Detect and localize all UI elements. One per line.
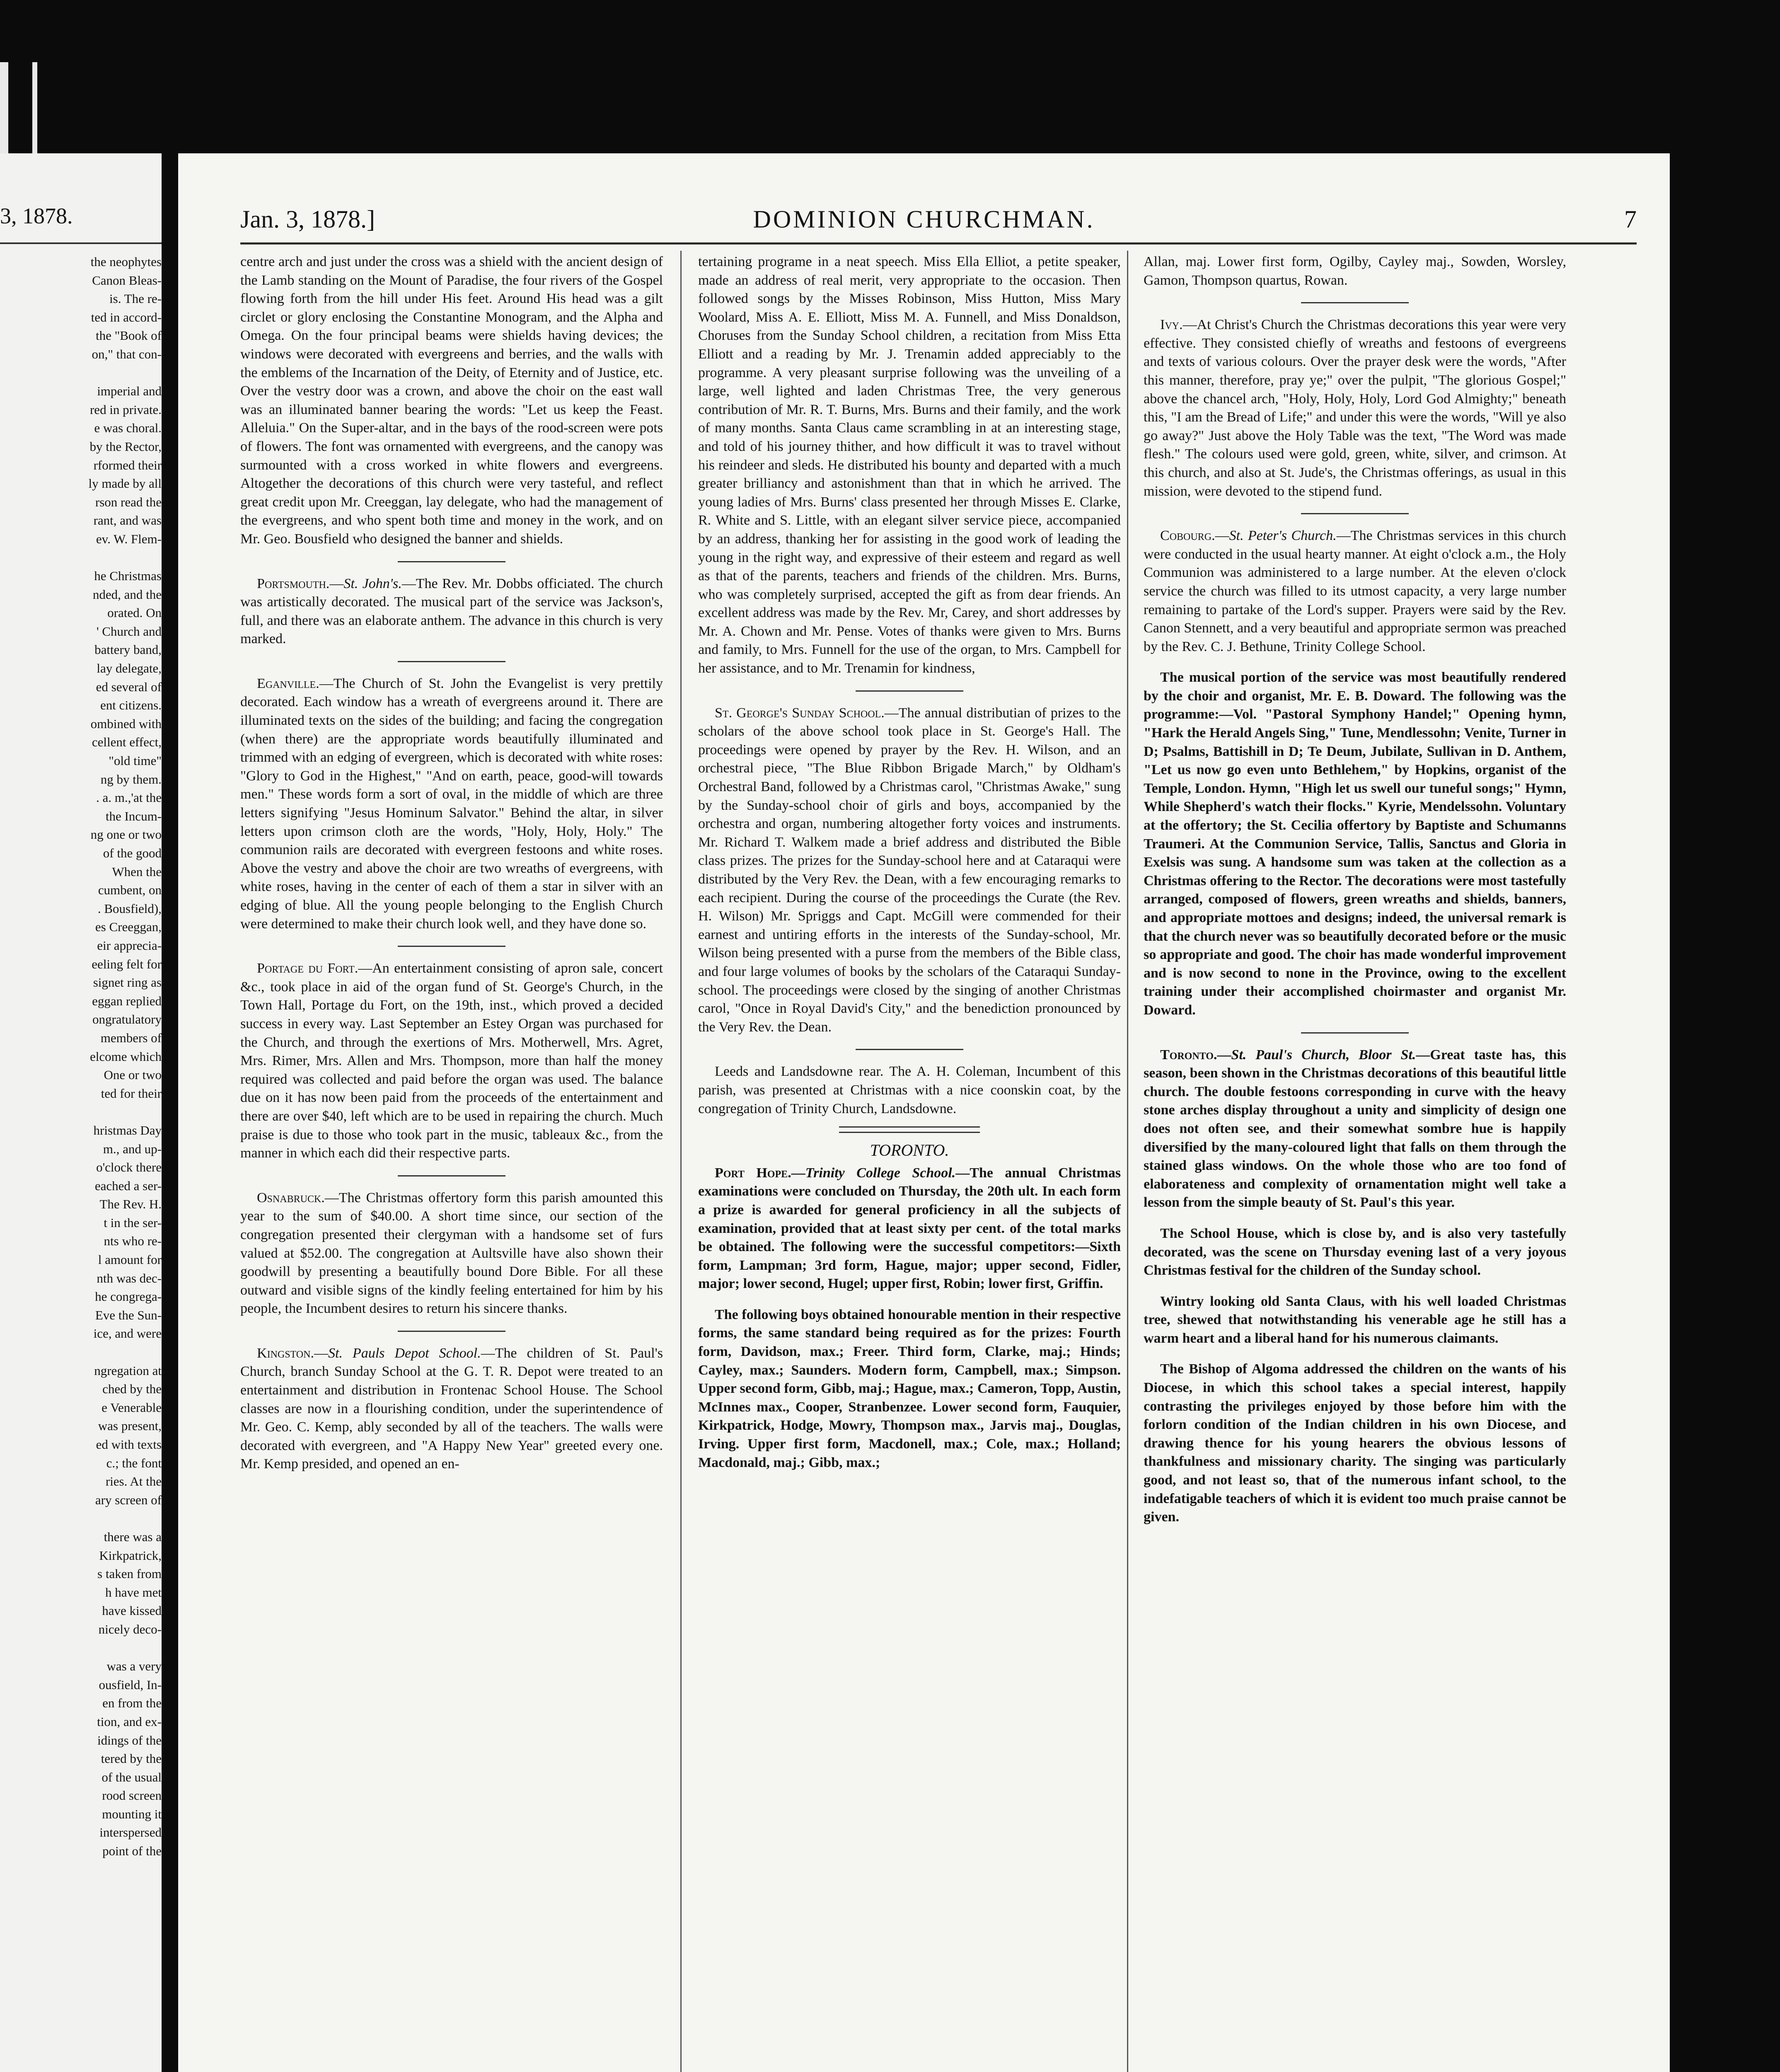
article-paragraph: The Bishop of Algoma addressed the children on the wants of his Diocese, in which this school takes a special interest, happily contrasting the privileges enjoyed by those before him with the forlorn condition of the Indian children in his own Diocese, and drawing thence for his young hearers the obvious lessons of thankfulness and missionary charity. The singing was particularly good, and not least so, that of the numerous infant school, to the indefatigable teachers of which it is evident too much praise cannot be given. bbox=[1144, 1361, 1566, 1525]
place-name: Eganville. bbox=[257, 675, 319, 691]
church-name: St. Paul's Church, Bloor St. bbox=[1231, 1047, 1416, 1063]
running-head bbox=[178, 205, 1670, 238]
article-paragraph: The following boys obtained honourable mention in their respective forms, the same standard being required as for the prizes: Fourth form, Davidson, max.; Freer. Third form, Clarke, maj.; Hinds; Cayley, max.; Saunders. Modern form, Campbell, max.; Simpson. Upper second form, Gibb, maj.; Hague, max.; Cameron, Topp, Austin, McInnes max., Cooper, Stranbenzee. Lower second form, Fauquier, Kirkpatrick, Hodge, Mowry, Thompson max., Jarvis maj., Douglas, Irving. Upper first form, Macdonell, max.; Cole, max.; Holland; Macdonald, maj.; Gibb, max.; bbox=[698, 1307, 1121, 1470]
previous-page-fragment bbox=[0, 153, 162, 2072]
place-name: Port Hope. bbox=[715, 1165, 791, 1181]
column-1 bbox=[240, 253, 663, 2072]
article-text: —The Church of St. John the Evangelist is very prettily decorated. Each window has a wreath of evergreens around it. There are illuminated texts on the sides of the building; and facing the congregation (when there) are the appropriate words beautifully illuminated and trimmed with an edging of evergreen, which is decorated with white roses: "Glory to God in the Highest," "And on earth, peace, good-will towards men." These words form a sort of oval, in the middle of which are three letters signifying "Jesus Hominum Salvator." Behind the altar, in silver letters upon crimson cloth are the words, "Holy, Holy, Holy." The communion rails are decorated with evergreen festoons and white roses. Above the vestry and above the choir are two wreaths of evergreens, with white roses, having in the center of each of them a star in silver with an edging of blue. All the young people belonging to the English Church were determined to make their church look well, and they have done so. bbox=[240, 675, 663, 932]
previous-page-rule bbox=[0, 242, 162, 244]
article-divider bbox=[1301, 513, 1409, 514]
section-rule bbox=[839, 1126, 980, 1133]
newspaper-page bbox=[178, 153, 1670, 2072]
article-divider bbox=[1301, 1032, 1409, 1034]
article-text: —Great taste has, this season, been shown in the Christmas decorations of this beautiful little church. The double festoons corresponding in curve with the heavy stone arches display throughout a unity and simplicity of design one does not often see, and their somewhat sombre hue is happily diversified by the many-coloured light that falls on them through the stained glass windows. On the whole those who are too fond of elaborateness and complexity of ornamentation might well take a lesson from the simple beauty of St. Paul's this year. bbox=[1144, 1047, 1566, 1210]
article-paragraph bbox=[1144, 316, 1566, 501]
place-name: Osnabruck. bbox=[257, 1190, 325, 1205]
article-divider bbox=[1301, 302, 1409, 303]
article-paragraph bbox=[240, 675, 663, 933]
article-paragraph: Leeds and Landsdowne rear. The A. H. Coleman, Incumbent of this parish, was presented at Christmas with a nice coonskin coat, by the congregation of Trinity Church, Landsdowne. bbox=[698, 1064, 1121, 1116]
previous-page-text: the neophytes Canon Bleas- is. The re- ted in accord- the "Book of on," that con- imperial and red in private. e was choral. by the Rector, rformed their ly made by all rson read the rant, and was ev. W. Flem- he Christmas nded, and the orated. On ' Church and battery band, lay delegate, ed several of ent citizens. ombined with cellent effect, "old time" ng by them. . a. m.,'at the the Incum- ng one or two of the good When the cumbent, on . Bousfield), es Creeggan, eir apprecia- eeling felt for signet ring as eggan replied ongratulatory members of elcome which One or two ted for their hristmas Day m., and up- o'clock there eached a ser- The Rev. H. t in the ser- nts who re- l amount for nth was dec- he congrega- Eve the Sun- ice, and were ngregation at ched by the e Venerable was present, ed with texts c.; the font ries. At the ary screen of there was a Kirkpatrick, s taken from h have met have kissed nicely deco- was a very ousfield, In- en from the tion, and ex- idings of the tered by the of the usual rood screen mounting it interspersed point of the bbox=[88, 254, 162, 1859]
church-name: Trinity College School. bbox=[805, 1165, 956, 1181]
place-name: Kingston. bbox=[257, 1345, 314, 1361]
article-text: —At Christ's Church the Christmas decorations this year were very effective. They consisted chiefly of wreaths and festoons of evergreens and texts of various colours. Over the prayer desk were the words, "After this manner, therefore, pray ye;" over the pulpit, "The glorious Gospel;" above the chancel arch, "Holy, Holy, Holy, Lord God Almighty;" beneath this, "I am the Bread of Life;" and under this were the words, "Will ye also go away?" Just above the Holy Table was the text, "The Word was made flesh." The colours used were gold, green, white, silver, and crimson. At this church, and also at St. Jude's, the Christmas offerings, as usual in this mission, were devoted to the stipend fund. bbox=[1144, 317, 1566, 499]
article-paragraph: Cobourg.—St. Peter's Church.—The Christmas services in this church were conducted in the usual hearty manner. At eight o'clock a.m., the Holy Communion was administered to a large number. At the eleven o'clock service the church was filled to its utmost capacity, a very large number remaining to partake of the Lord's supper. Prayers were said by the Rev. Canon Stennett, and a very beautiful and appropriate sermon was preached by the Rev. C. J. Bethune, Trinity College School. bbox=[1144, 528, 1566, 654]
article-divider bbox=[856, 1049, 963, 1050]
page-gutter bbox=[162, 153, 178, 2072]
place-name: Portage du Fort. bbox=[257, 961, 358, 976]
article-paragraph bbox=[240, 1189, 663, 1318]
section-heading: TORONTO. bbox=[870, 1141, 949, 1160]
article-divider bbox=[398, 1175, 505, 1176]
article-text: —An entertainment consisting of apron sale, concert &c., took place in aid of the organ fund of St. George's Church, in the Town Hall, Portage du Fort, on the 19th, inst., which proved a decided success in every way. Last September an Estey Organ was purchased for the Church, and through the exertions of Mrs. Motherwell, Mrs. Agret, Mrs. Rimer, Mrs. Allen and Mrs. Thompson, more than half the money required was collected and paid before the organ was used. The balance due on it has now been paid from the proceeds of the entertainment and there are over $40, left which are to be used in repairing the church. Much praise is due to those who took part in the music, tableaux &c., from the manner in which each did their respective parts. bbox=[240, 961, 663, 1161]
church-name: St. Pauls Depot School. bbox=[328, 1345, 481, 1361]
column-rule bbox=[680, 251, 682, 2072]
place-name: St. George's Sunday School. bbox=[715, 705, 885, 721]
article-text: —The Rev. Mr. Dobbs officiated. The church was artistically decorated. The musical part of the service was Jackson's, full, and there was an elaborate anthem. The advance in this church is very marked. bbox=[240, 576, 663, 647]
page-number: 7 bbox=[1624, 206, 1637, 233]
place-name: Toronto. bbox=[1160, 1047, 1217, 1063]
article-paragraph: Wintry looking old Santa Claus, with his well loaded Christmas tree, shewed that notwithstanding his venerable age he still has a warm heart and a liberal hand for his numerous claimants. bbox=[1144, 1293, 1566, 1346]
issue-date: Jan. 3, 1878.] bbox=[240, 206, 375, 233]
article-paragraph: Toronto.—St. Paul's Church, Bloor St.—Great taste has, this season, been shown in the Christmas decorations of this beautiful little church. The double festoons corresponding in curve with the heavy stone arches display throughout a unity and simplicity of design one does not often see, and their somewhat sombre hue is happily diversified by the many-coloured light that falls on them through the stained glass windows. On the whole those who are too fond of elaborateness and complexity of ornamentation might well take a lesson from the simple beauty of St. Paul's this year. bbox=[1144, 1047, 1566, 1210]
article-paragraph: tertaining programe in a neat speech. Miss Ella Elliot, a petite speaker, made an address of real merit, very appropriate to the occasion. Then followed songs by the Misses Robinson, Miss Hutton, Miss Mary Woolard, Miss A. E. Elliott, Miss M. A. Funnell, and Miss Donaldson, Choruses from the Sunday School children, a recitation from Miss Etta Elliott and a reading by Mr. J. Trenamin added appreciably to the programme. A very pleasant surprise following was the unveiling of a large, well lighted and laden Christmas Tree, the very generous contribution of Mr. R. T. Burns, Mrs. Burns and their family, and the work of many months. Santa Claus came scrambling in at an interesting stage, and told of his journey thither, and how difficult it was to travel without his reindeer and sleds. He distributed his bounty and departed with a much greater brilliancy and astonishment than that in which he arrived. The young ladies of Mrs. Burns' class presented her through Misses E. Clarke, R. White and S. Little, with an elegant silver service piece, accompanied by an address, thanking her for assisting in the good work of leading the young in the right way, and expressive of their esteem and regard as well as that of the parents, teachers and friends of the children. Mrs. Burns, who was completely surprised, accepted the gift as from dear friends. An excellent address was made by the Rev. Mr, Carey, and short addresses by Mr. A. Chown and Mr. Pense. Votes of thanks were given to Mrs. Burns and family, to Mrs. Funnell for the use of the organ, to Mrs. Campbell for her assistance, and to Mr. Trenamin for kindness, bbox=[698, 254, 1121, 676]
place-name: Cobourg. bbox=[1160, 528, 1215, 544]
article-text: —The Christmas services in this church were conducted in the usual hearty manner. At eight o'clock a.m., the Holy Communion was administered to a large number. At the eleven o'clock service the church was filled to its utmost capacity, a very large number remaining to partake of the Lord's supper. Prayers were said by the Rev. Canon Stennett, and a very beautiful and appropriate sermon was preached by the Rev. C. J. Bethune, Trinity College School. bbox=[1144, 528, 1566, 654]
article-divider bbox=[398, 946, 505, 947]
article-divider bbox=[856, 690, 963, 692]
article-paragraph bbox=[240, 959, 663, 1163]
column-rule bbox=[1127, 251, 1128, 2072]
article-paragraph: Kingston.—St. Pauls Depot School.—The children of St. Paul's Church, branch Sunday School at the G. T. R. Depot were treated to an entertainment and distribution in Frontenac School House. The School classes are now in a flourishing condition, under the superintendence of Mr. Geo. C. Kemp, ably seconded by all of the teachers. The walls were decorated with evergreen, and "A Happy New Year" greeted every one. Mr. Kemp presided, and opened an en- bbox=[240, 1345, 663, 1472]
article-paragraph bbox=[698, 704, 1121, 1037]
article-text: —The annual Christmas examinations were concluded on Thursday, the 20th ult. In each form a prize is awarded for general proficiency in all the subjects of examination, provided that at least sixty per cent. of the total marks be obtained. The following were the successful competitors:—Sixth form, Lampman; 3rd form, Hague, major; upper second, Fidler, major; lower second, Hugel; upper first, Robin; lower first, Griffin. bbox=[698, 1165, 1121, 1292]
article-text: —The Christmas offertory form this parish amounted this year to the sum of $40.00. A short time since, our section of the congregation presented their clergyman with a handsome set of furs valued at $52.00. The congregation at Aultsville have also shown their goodwill by presenting a beautifully bound Dore Bible. For all these outward and visible signs of the kindly feeling entertained for him by his people, the Incumbent desires to return his sincere thanks. bbox=[240, 1190, 663, 1317]
article-paragraph: The musical portion of the service was most beautifully rendered by the choir and organist, Mr. E. B. Doward. The following was the programme:—Vol. "Pastoral Symphony Handel;" Opening hymn, "Hark the Herald Angels Sing," Tune, Mendlessohn; Venite, Turner in D; Psalms, Battishill in D; Te Deum, Jubilate, Sullivan in D. Anthem, "Let us now go even unto Bethlehem," by Hopkins, organist of the Temple, London. Hymn, "High let us swell our tuneful songs;" Hymn, While Shepherd's watch their flocks." Kyrie, Mendelssohn. Voluntary at the offertory; the St. Cecilia offertory by Baptiste and Schumanns Traumeri. At the Communion Service, Tallis, Sanctus and Gloria in Exelsis was sung. A handsome sum was taken at the collection as a Christmas offering to the Rector. The decorations were most tastefully arranged, composed of flowers, green wreaths and shields, banners, and appropriate mottoes and designs; indeed, the universal remark is that the church never was so beautifully decorated before or the music so appropriate and good. The choir has made wonderful improvement and is now second to none in the Province, owing to the excellent training under their accomplished choirmaster and organist Mr. Doward. bbox=[1144, 670, 1566, 1018]
previous-page-header: 3, 1878. bbox=[0, 203, 73, 228]
article-paragraph: centre arch and just under the cross was a shield with the ancient design of the Lamb standing on the Mount of Paradise, the four rivers of the Gospel flowing forth from the hill under His feet. Around His head was a gilt circlet or glory enclosing the Constantine Monogram, and the Alpha and Omega. On the four principal beams were shields having devices; the windows were decorated with evergreens and berries, and the walls with the emblems of the Incarnation of the Deity, of Eternity and of Justice, etc. Over the vestry door was a crown, and above the choir on the east wall was an illuminated banner bearing the words: "Let us keep the Feast. Alleluia." On the Super-altar, and in the bays of the rood-screen were pots of flowers. The font was ornamented with evergreens, and the canopy was surmounted with a cross worked in white flowers and evergreens. Altogether the decorations of this church were very tasteful, and reflect great credit upon Mr. Creeggan, lay delegate, who had the management of the evergreens, and who spent both time and money in the work, and on Mr. Geo. Bousfield who designed the banner and shields. bbox=[240, 254, 663, 547]
place-name: Ivy. bbox=[1160, 317, 1183, 333]
column-2 bbox=[698, 253, 1121, 2072]
article-paragraph: Portsmouth.—St. John's.—The Rev. Mr. Dobbs officiated. The church was artistically decorated. The musical part of the service was Jackson's, full, and there was an elaborate anthem. The advance in this church is very marked. bbox=[240, 576, 663, 647]
article-paragraph: Port Hope.—Trinity College School.—The annual Christmas examinations were concluded on Thursday, the 20th ult. In each form a prize is awarded for general proficiency in all the subjects of examination, provided that at least sixty per cent. of the total marks be obtained. The following were the successful competitors:—Sixth form, Lampman; 3rd form, Hague, major; upper second, Fidler, major; lower second, Hugel; upper first, Robin; lower first, Griffin. bbox=[698, 1165, 1121, 1292]
article-paragraph: Allan, maj. Lower first form, Ogilby, Cayley maj., Sowden, Worsley, Gamon, Thompson quartus, Rowan. bbox=[1144, 254, 1566, 288]
place-name: Portsmouth. bbox=[257, 576, 330, 591]
article-text: —The annual distributian of prizes to the scholars of the above school took place in St. George's Hall. The proceedings were opened by prayer by the Rev. H. Wilson, and an orchestral piece, "The Blue Ribbon Brigade March," by Oldham's Orchestral Band, followed by a Christmas carol, "Christmas Awake," sung by the Sunday-school choir of girls and boys, accompanied by the orchestra and organ, numbering altogether forty voices and instruments. Mr. Richard T. Walkem made a brief address and distributed the Bible class prizes. The prizes for the Sunday-school here and at Cataraqui were distributed by the Very Rev. the Dean, with a few encouraging remarks to each recipient. During the course of the proceedings the Curate (the Rev. H. Wilson) Mr. Spriggs and Capt. McGill were commended for their earnest and untiring efforts in the interests of the Sunday-school, Mr. Wilson being presented with a purse from the members of the Bible class, and four large volumes of books by the scholars of the Cataraqui Sunday-school. The proceedings were closed by the singing of another Christmas carol, "Once in Royal David's City," and the benediction pronounced by the Very Rev. the Dean. bbox=[698, 705, 1121, 1035]
article-paragraph: The School House, which is close by, and is also very tastefully decorated, was the scene on Thursday evening last of a very joyous Christmas festival for the children of the Sunday school. bbox=[1144, 1225, 1566, 1278]
article-divider bbox=[398, 661, 505, 662]
publication-title: DOMINION CHURCHMAN. bbox=[753, 206, 1095, 233]
header-rule bbox=[240, 242, 1637, 244]
article-text: —The children of St. Paul's Church, branch Sunday School at the G. T. R. Depot were treated to an entertainment and distribution in Frontenac School House. The School classes are now in a flourishing condition, under the superintendence of Mr. Geo. C. Kemp, ably seconded by all of the teachers. The walls were decorated with evergreen, and "A Happy New Year" greeted every one. Mr. Kemp presided, and opened an en- bbox=[240, 1345, 663, 1472]
church-name: St. John's. bbox=[343, 576, 402, 591]
article-divider bbox=[398, 561, 505, 562]
column-3 bbox=[1144, 253, 1566, 2072]
article-divider bbox=[398, 1331, 505, 1332]
church-name: St. Peter's Church. bbox=[1229, 528, 1337, 544]
